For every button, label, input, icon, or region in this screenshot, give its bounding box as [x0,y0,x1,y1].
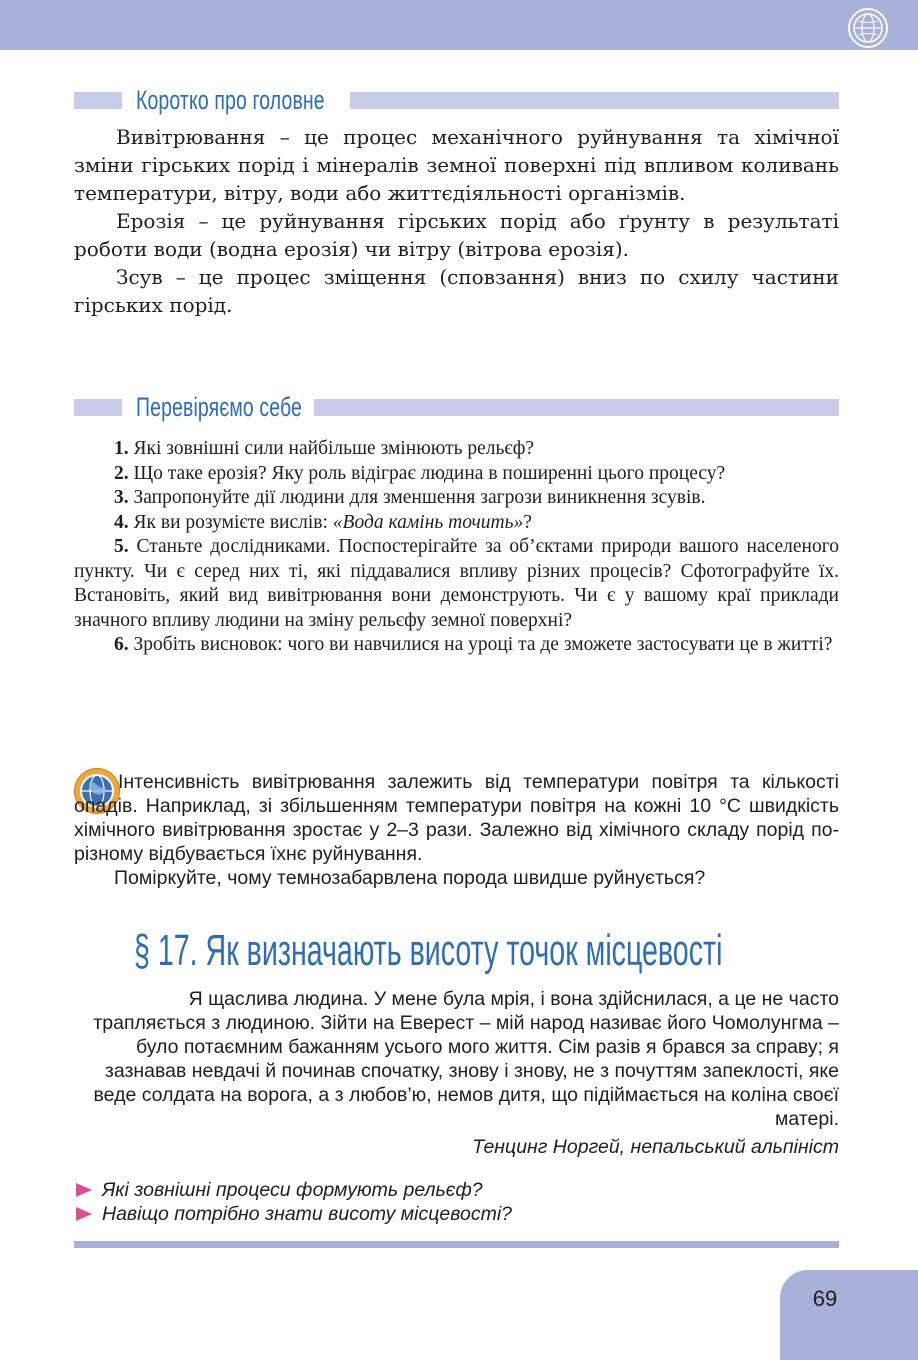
epigraph [74,987,839,1159]
questions-list [74,437,839,658]
page-number-tab [780,1270,918,1360]
question-item: 5. Станьте дослідниками. Поспостерігайте за об’єктами природи вашого населеного пункту. Чи є серед них ті, які піддавалися впливу різних процесів? Сфотографуйте їх. Встановіть, який вид вивітрювання вони демонструють. Чи є у вашому краї приклади значного впливу людини на зміну рельєфу земної поверхні? [74,536,839,631]
epigraph-author: Тенцинг Норгей, непальський альпініст [472,1136,839,1158]
summary-paragraph: Вивітрювання – це процес механічного руйнування та хімічної зміни гірських порід і мінералів земної поверхні під впливом коливань температури, вітру, води або життєдіяльності організмів. [74,125,839,205]
info-box [74,770,839,890]
info-question: Поміркуйте, чому темнозабарвлена порода швидше руйнується? [114,867,706,889]
questions-title: Перевіряємо себе [136,392,303,422]
question-item: 3. Запропонуйте дії людини для зменшення загрози виникнення зсувів. [114,487,706,508]
paragraph-title: § 17. Як визначають висоту точок місцевості [134,926,723,975]
page-number: 69 [812,1286,838,1311]
summary-section-header [74,83,839,117]
pointer-arrow-icon [76,1207,92,1221]
list-item: Навіщо потрібно знати висоту місцевості? [74,1202,839,1226]
list-item: Які зовнішні процеси формують рельєф? [74,1178,839,1202]
bottom-divider [74,1241,839,1248]
pointer-arrow-icon [76,1183,92,1197]
summary-text [74,123,839,319]
question-item: 6. Зробіть висновок: чого ви навчилися на уроці та де зможете застосувати це в житті? [114,634,833,655]
header-bar-left [74,399,122,416]
header-bar-left [74,92,122,109]
epigraph-text: Я щаслива людина. У мене була мрія, і вона здійснилася, а це не часто трапляється з людиною. Зійти на Еверест – мій народ називає його Чомолунгма – було потаємним бажанням усього мого життя. Сім разів я брався за справу; я зазнавав невдачі й починав спочатку, знову і знову, не з почуттям запеклості, яке веде солдата на ворога, а з любов’ю, немов дитя, що підіймається на коліна своєї матері. [93,988,839,1130]
info-paragraph: Інтенсивність вивітрювання залежить від температури повітря та кількості опадів. Наприклад, зі збільшенням температури повітря на кожні 10 °С швидкість хімічного вивітрювання зростає у 2–3 рази. Залежно від хімічного складу порід по-різному відбувається їхнє руйнування. [74,771,839,865]
globe-icon [848,8,888,48]
key-questions [74,1178,839,1226]
summary-title: Коротко про головне [136,85,325,115]
questions-section-header [74,390,839,424]
summary-paragraph: Ерозія – це руйнування гірських порід або ґрунту в результаті роботи води (водна ерозія) чи вітру (вітрова ерозія). [74,209,839,261]
header-bar-right [314,399,839,416]
header-bar-right [350,92,839,109]
question-item: 2. Що таке ерозія? Яку роль відіграє людина в поширенні цього процесу? [114,462,726,484]
top-banner [0,0,918,50]
question-item: 1. Які зовнішні сили найбільше змінюють рельєф? [114,438,535,459]
question-item: 4. Як ви розумієте вислів: «Вода камінь точить»? [114,511,532,533]
summary-paragraph: Зсув – це процес зміщення (сповзання) вниз по схилу частини гірських порід. [74,265,839,317]
quote-text: «Вода камінь точить» [332,511,524,533]
